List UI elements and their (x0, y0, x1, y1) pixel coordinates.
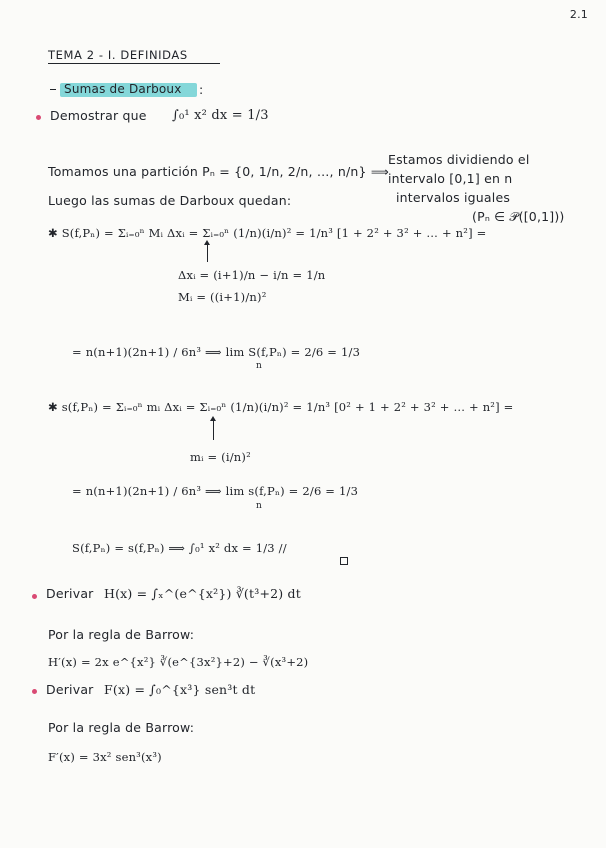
section-colon: : (199, 82, 204, 97)
upper-lim-sub: n (256, 361, 262, 371)
note-set: (Pₙ ∈ 𝒫([0,1])) (472, 209, 565, 224)
ex2-rule: Por la regla de Barrow: (48, 627, 195, 642)
ex3-result: F′(x) = 3x² sen³(x³) (48, 750, 162, 764)
qed-box-icon (340, 557, 348, 565)
page-title: TEMA 2 - I. DEFINIDAS (48, 48, 188, 62)
page-number: 2.1 (569, 8, 588, 21)
bullet-ex2 (32, 594, 37, 599)
demo-prompt: Demostrar que (50, 108, 147, 123)
section-dash (50, 89, 56, 90)
sums-intro: Luego las sumas de Darboux quedan: (48, 193, 292, 208)
lower-sum: ✱ s(f,Pₙ) = Σᵢ₌₀ⁿ mᵢ Δxᵢ = Σᵢ₌₀ⁿ (1/n)(i/n)² = 1/n³ [0² + 1 + 2² + 3² + … + n²] = (48, 400, 514, 414)
ex3-rule: Por la regla de Barrow: (48, 720, 195, 735)
conclusion: S(f,Pₙ) = s(f,Pₙ) ⟹ ∫₀¹ x² dx = 1/3 // (72, 541, 287, 555)
demo-integral: ∫₀¹ x² dx = 1/3 (172, 108, 269, 123)
ex2-function: H(x) = ∫ₓ^(e^{x²}) ∛(t³+2) dt (104, 586, 301, 601)
lower-mi: mᵢ = (i/n)² (190, 450, 251, 464)
ex3-function: F(x) = ∫₀^{x³} sen³t dt (104, 682, 256, 697)
ex3-prompt: Derivar (46, 682, 94, 697)
delta-x: Δxᵢ = (i+1)/n − i/n = 1/n (178, 268, 326, 282)
section-heading: Sumas de Darboux (64, 82, 182, 96)
upper-sum: ✱ S(f,Pₙ) = Σᵢ₌₀ⁿ Mᵢ Δxᵢ = Σᵢ₌₀ⁿ (1/n)(i/n)² = 1/n³ [1 + 2² + 3² + … + n²] = (48, 226, 487, 240)
lower-result: = n(n+1)(2n+1) / 6n³ ⟹ lim s(f,Pₙ) = 2/6 = 1/3 (72, 484, 359, 498)
note-line-2: intervalo [0,1] en n (388, 171, 513, 186)
arrow-up-icon (213, 420, 214, 440)
bullet-demo (36, 115, 41, 120)
title-underline (48, 63, 220, 64)
ex2-prompt: Derivar (46, 586, 94, 601)
lower-lim-sub: n (256, 501, 262, 511)
ex2-result: H′(x) = 2x e^{x²} ∛(e^{3x²}+2) − ∛(x³+2) (48, 655, 309, 669)
note-line-3: intervalos iguales (396, 190, 511, 205)
arrow-up-icon (207, 244, 208, 262)
partition-line: Tomamos una partición Pₙ = {0, 1/n, 2/n, …, n/n} ⟹ (48, 164, 389, 179)
note-line-1: Estamos dividiendo el (388, 152, 530, 167)
upper-Mi: Mᵢ = ((i+1)/n)² (178, 290, 267, 304)
bullet-ex3 (32, 689, 37, 694)
upper-result: = n(n+1)(2n+1) / 6n³ ⟹ lim S(f,Pₙ) = 2/6 = 1/3 (72, 345, 361, 359)
